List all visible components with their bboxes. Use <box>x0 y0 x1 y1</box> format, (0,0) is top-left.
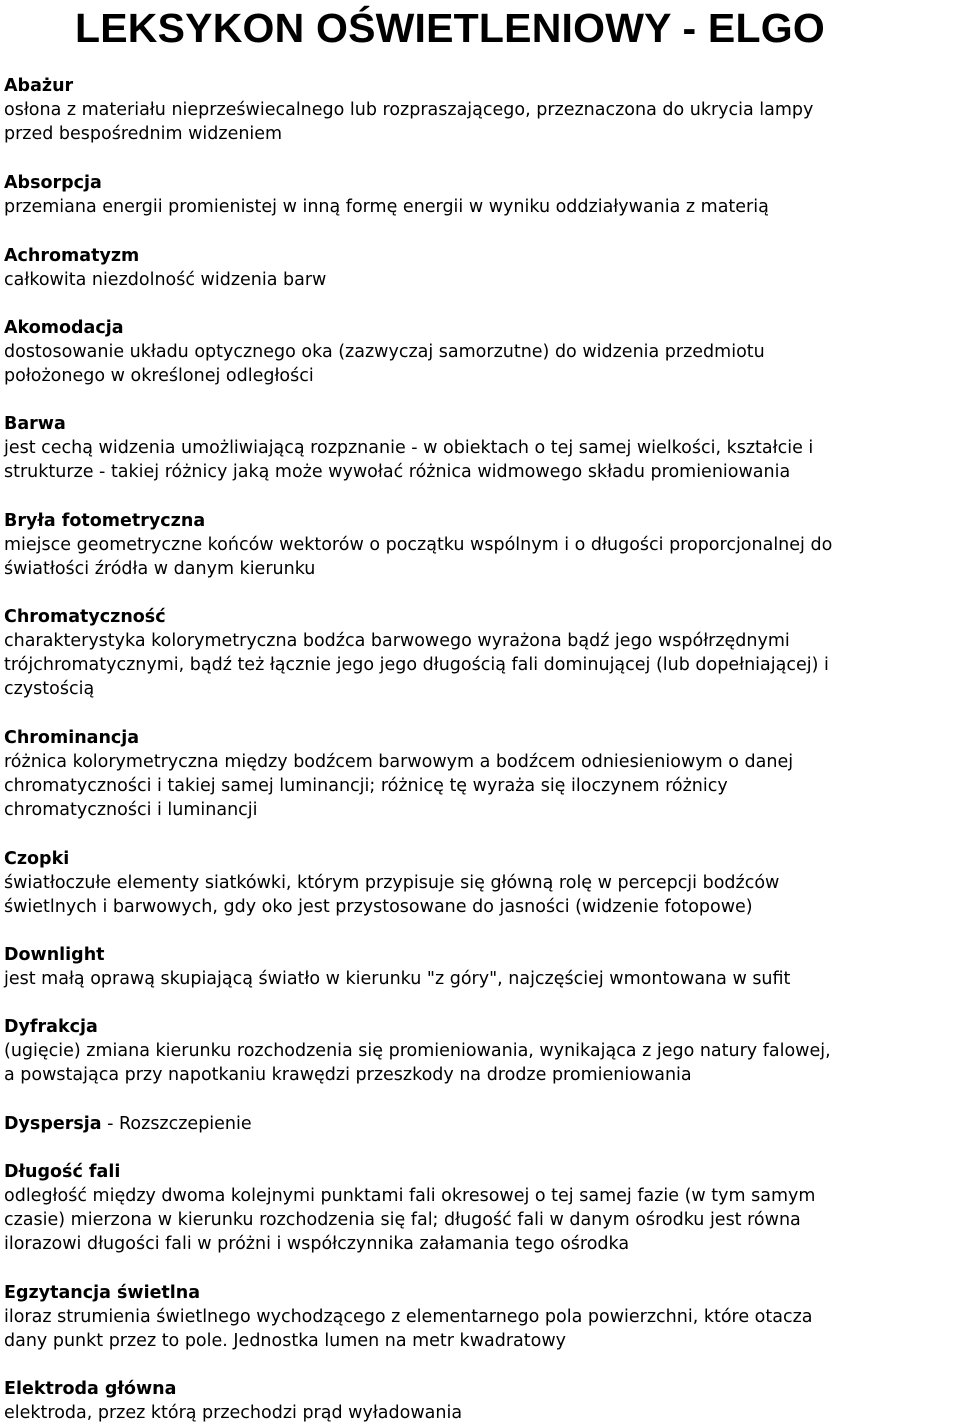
glossary-term-label: Egzytancja świetlna <box>4 1283 201 1303</box>
glossary-term-label: Czopki <box>4 849 70 869</box>
glossary-definition-line: miejsce geometryczne końców wektorów o początku wspólnym i o długości proporcjonalnej do <box>4 535 833 555</box>
glossary-entry <box>4 943 958 991</box>
glossary-entry <box>4 605 958 701</box>
glossary-definition-line: strukturze - takiej różnicy jaką może wywołać różnica widmowego składu promieniowania <box>4 462 791 482</box>
glossary-definition-line: dostosowanie układu optycznego oka (zazwyczaj samorzutne) do widzenia przedmiotu <box>4 342 765 362</box>
glossary-entry <box>4 1160 958 1256</box>
glossary-term-label: Barwa <box>4 414 66 434</box>
glossary-term-label: Chrominancja <box>4 728 140 748</box>
glossary-term <box>4 1377 958 1401</box>
glossary-definition-line: a powstająca przy napotkaniu krawędzi przeszkody na drodze promieniowania <box>4 1065 692 1085</box>
glossary-entry <box>4 316 958 388</box>
glossary-term-label: Achromatyzm <box>4 246 140 266</box>
glossary-definition-line: jest cechą widzenia umożliwiającą rozpznanie - w obiektach o tej samej wielkości, kształcie i <box>4 438 814 458</box>
glossary-definition-line: (ugięcie) zmiana kierunku rozchodzenia się promieniowania, wynikająca z jego natury falowej, <box>4 1041 831 1061</box>
glossary-term-label: Downlight <box>4 945 105 965</box>
glossary-entry <box>4 74 958 146</box>
glossary-definition-line: czystością <box>4 679 95 699</box>
glossary-definition-line: przed bespośrednim widzeniem <box>4 124 283 144</box>
glossary-term-suffix: - Rozszczepienie <box>101 1114 252 1134</box>
glossary-definition-line: całkowita niezdolność widzenia barw <box>4 270 327 290</box>
glossary-term-label: Chromatyczność <box>4 607 166 627</box>
glossary-term-label: Absorpcja <box>4 173 102 193</box>
glossary-definition-line: chromatyczności i takiej samej luminancji; różnicę tę wyraża się iloczynem różnicy <box>4 776 728 796</box>
glossary-term-label: Akomodacja <box>4 318 124 338</box>
glossary-term <box>4 847 958 871</box>
glossary-term <box>4 509 958 533</box>
glossary-term <box>4 1112 958 1136</box>
glossary-entry <box>4 244 958 292</box>
glossary-term <box>4 316 958 340</box>
glossary-term <box>4 412 958 436</box>
glossary-definition-line: świetlnych i barwowych, gdy oko jest przystosowane do jasności (widzenie fotopowe) <box>4 897 753 917</box>
glossary-entry <box>4 1377 958 1425</box>
glossary-term <box>4 1015 958 1039</box>
glossary-term-label: Dyspersja <box>4 1114 102 1134</box>
glossary-term <box>4 171 958 195</box>
page-title: LEKSYKON OŚWIETLENIOWY - ELGO <box>75 5 825 51</box>
glossary-term <box>4 943 958 967</box>
glossary-term <box>4 1281 958 1305</box>
glossary-term <box>4 1160 958 1184</box>
glossary-term <box>4 74 958 98</box>
glossary-term-label: Dyfrakcja <box>4 1017 98 1037</box>
glossary-term <box>4 726 958 750</box>
glossary-definition-line: ilorazowi długości fali w próżni i współczynnika załamania tego ośrodka <box>4 1234 630 1254</box>
glossary-definition-line: chromatyczności i luminancji <box>4 800 258 820</box>
glossary-definition-line: światłoczułe elementy siatkówki, którym przypisuje się główną rolę w percepcji bodźców <box>4 873 780 893</box>
glossary-entry <box>4 412 958 484</box>
glossary-definition-line: charakterystyka kolorymetryczna bodźca barwowego wyrażona bądź jego współrzędnymi <box>4 631 790 651</box>
glossary-definition-line: przemiana energii promienistej w inną formę energii w wyniku oddziaływania z materią <box>4 197 769 217</box>
glossary-definition-line: osłona z materiału nieprzeświecalnego lub rozpraszającego, przeznaczona do ukrycia lampy <box>4 100 814 120</box>
glossary-definition-line: położonego w określonej odległości <box>4 366 314 386</box>
glossary-term-label: Abażur <box>4 76 74 96</box>
glossary-definition-line: elektroda, przez którą przechodzi prąd wyładowania <box>4 1403 463 1423</box>
glossary-definition-line: jest małą oprawą skupiającą światło w kierunku "z góry", najczęściej wmontowana w sufit <box>4 969 791 989</box>
glossary-definition-line: iloraz strumienia świetlnego wychodzącego z elementarnego pola powierzchni, które otacza <box>4 1307 813 1327</box>
glossary-definition-line: światłości źródła w danym kierunku <box>4 559 316 579</box>
glossary-entry <box>4 1015 958 1087</box>
glossary-term-label: Elektroda główna <box>4 1379 177 1399</box>
glossary-definition-line: odległość między dwoma kolejnymi punktami fali okresowej o tej samej fazie (w tym samym <box>4 1186 816 1206</box>
glossary-entry <box>4 847 958 919</box>
glossary-term-label: Bryła fotometryczna <box>4 511 206 531</box>
glossary-entry <box>4 1281 958 1353</box>
glossary-entry <box>4 171 958 219</box>
glossary-definition-line: czasie) mierzona w kierunku rozchodzenia się fal; długość fali w danym ośrodku jest równa <box>4 1210 801 1230</box>
glossary-entry <box>4 509 958 581</box>
glossary-definition-line: różnica kolorymetryczna między bodźcem barwowym a bodźcem odniesieniowym o danej <box>4 752 794 772</box>
glossary-entry <box>4 1112 958 1136</box>
glossary-term <box>4 605 958 629</box>
glossary-entry <box>4 726 958 822</box>
glossary-definition-line: trójchromatycznymi, bądź też łącznie jego jego długością fali dominującej (lub dopełniającej) i <box>4 655 829 675</box>
glossary-term-label: Długość fali <box>4 1162 121 1182</box>
glossary-definition-line: dany punkt przez to pole. Jednostka lumen na metr kwadratowy <box>4 1331 566 1351</box>
glossary-term <box>4 244 958 268</box>
